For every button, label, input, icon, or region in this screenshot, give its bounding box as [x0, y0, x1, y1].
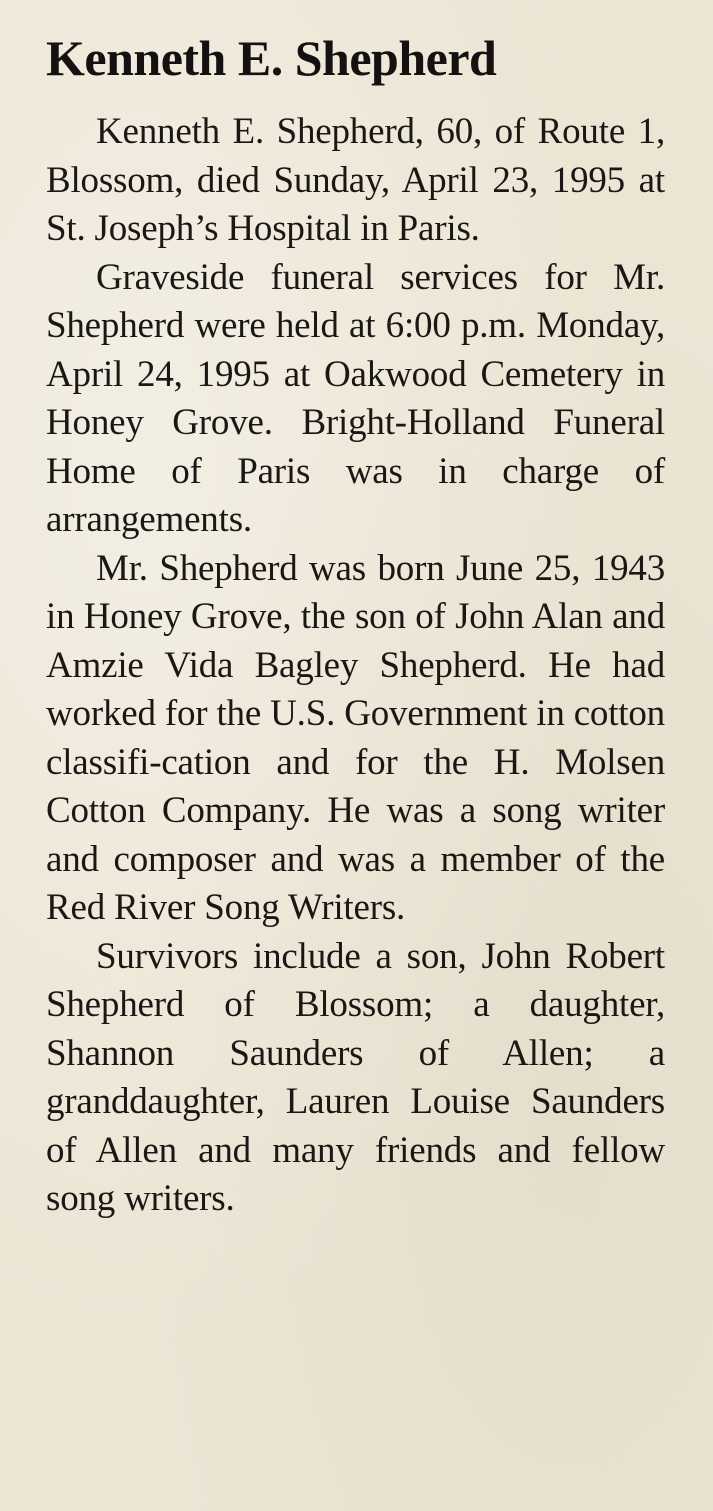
obituary-body — [46, 108, 665, 1224]
paragraph-death-notice: Kenneth E. Shepherd, 60, of Route 1, Blossom, died Sunday, April 23, 1995 at St. Joseph’s Hospital in Paris. — [46, 111, 665, 249]
paragraph-biography: Mr. Shepherd was born June 25, 1943 in Honey Grove, the son of John Alan and Amzie Vida Bagley Shepherd. He had worked for the U.S. Government in cotton classifi-cation and for the H. Molsen Cotton Company. He was a song writer and composer and was a member of the Red River Song Writers. — [46, 547, 665, 928]
paragraph-services: Graveside funeral services for Mr. Shepherd were held at 6:00 p.m. Monday, April 24, 1995 at Oakwood Cemetery in Honey Grove. Bright-Holland Funeral Home of Paris was in charge of arrangements. — [46, 256, 665, 540]
obituary-headline: Kenneth E. Shepherd — [46, 30, 497, 86]
paragraph-survivors: Survivors include a son, John Robert Shepherd of Blossom; a daughter, Shannon Saunders of Allen; a granddaughter, Lauren Louise Saunders of Allen and many friends and fellow song writers. — [46, 935, 665, 1219]
